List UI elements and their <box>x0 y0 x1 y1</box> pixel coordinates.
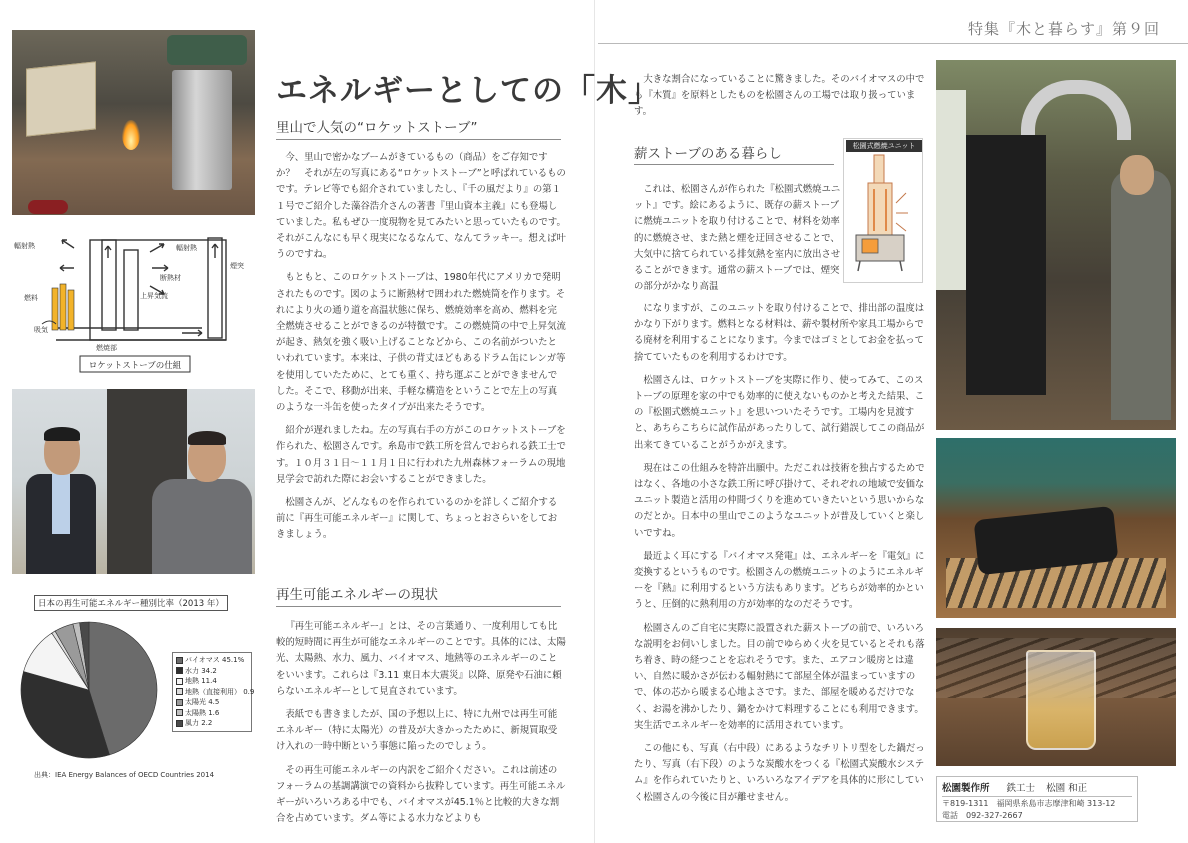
article-paragraph: 松園さんのご自宅に実際に設置された薪ストーブの前で、いろいろな説明をお伺いしました。目の前でゆらめく火を見ているとそれも落ち着き、時の経つことを忘れそうです。また、エアコン暖房とは違い、自然に暖かさが伝わる輻射熱にて部屋全体が温まっていますので、体の芯から暖まる心地よさです。また、部屋を暖めるだけでなく、お湯を沸かしたり、鍋をかけて料理することにも利用できます。実生活でエネルギーを効率的に活用されています。 <box>634 622 925 731</box>
legend-label: 風力 2.2 <box>185 719 213 727</box>
article-column-4 <box>634 182 844 302</box>
pie-chart-legend <box>172 652 255 732</box>
section-rule <box>276 606 561 607</box>
section-heading-wood-stove: 薪ストーブのある暮らし <box>634 146 782 162</box>
stove-diagram-caption: ロケットストーブの仕組 <box>88 361 182 371</box>
legend-label: 太陽熱 1.6 <box>185 708 220 717</box>
legend-item <box>176 708 248 719</box>
article-paragraph: 大きな割合になっていることに驚きました。そのバイオマスの中でも『木質』を原料としたものを松園さんの工場では取り扱っています。 <box>634 74 925 118</box>
wood-stove-kitchen-photo <box>936 60 1176 430</box>
label-chimney: 煙突 <box>230 262 244 270</box>
legend-item <box>176 655 248 666</box>
article-paragraph: 松園さんが、どんなものを作られているのかを詳しくご紹介する前に『再生可能エネルギー』に関して、ちょっとおさらいをしておきましょう。 <box>276 497 558 541</box>
header-rule <box>598 43 1188 44</box>
article-paragraph: 表紙でも書きましたが、国の予想以上に、特に九州では再生可能エネルギー（特に太陽光）の普及が大きかったために、新規買取受け入れの一時中断という事態に陥ったのでしょう。 <box>276 709 558 753</box>
unit-diagram-title: 松園式燃焼ユニット <box>846 140 922 152</box>
article-paragraph: 『再生可能エネルギー』とは、その言葉通り、一度利用しても比較的短時間に再生が可能なエネルギーのことです。具体的には、太陽光、太陽熱、水力、風力、バイオマス、地熱等のエネルギーのことをいいます。これらは『3.11 東日本大震災』以降、原発や石油に頼らないエネルギーとして見直されています。 <box>276 621 566 697</box>
section-rule <box>276 139 561 140</box>
rocket-stove-diagram <box>12 228 255 378</box>
article-paragraph: 松園さんは、ロケットストーブを実際に作り、使ってみて、このストーブの原理を家の中でも効率的に使えないものかと考えた結果、この『松園式燃焼ユニット』を思いついたそうです。工場内を見渡すと、あちらこちらに試作品があったりして、試行錯誤してこの商品が出来てきていることがうかがえます。 <box>634 374 925 451</box>
legend-label: 水力 34.2 <box>185 666 217 675</box>
company-address: 〒819-1311 福岡県糸島市志摩津和崎 313-12 <box>942 799 1116 808</box>
article-column-2 <box>276 619 566 834</box>
combustion-unit-diagram <box>843 138 923 283</box>
pie-chart-title: 日本の再生可能エネルギー種別比率（2013 年） <box>34 595 228 611</box>
legend-swatch <box>176 657 183 664</box>
legend-swatch <box>176 678 183 685</box>
legend-item <box>176 718 248 729</box>
label-heat-radiation: 輻射熱 <box>14 242 35 250</box>
label-heat-radiation-2: 輻射熱 <box>176 244 197 252</box>
company-phone: 電話 092-327-2667 <box>942 811 1023 820</box>
article-title: エネルギーとしての「木」 <box>276 73 660 109</box>
company-role: 鉄工士 <box>1006 783 1036 794</box>
article-paragraph: これは、松園さんが作られた『松園式燃焼ユニット』です。絵にあるように、既存の薪ストーブに燃焼ユニットを取り付けることで、材料を効率的に燃焼させ、また熱と煙を迂回させることで、大気中に捨てられている排気熱を室内に放出させることができます。通常の薪ストーブでは、煙突の部分がかなり高温 <box>634 184 841 293</box>
dustpan-pan-photo <box>936 438 1176 618</box>
legend-label: 地熱（直接利用） 0.9 <box>185 687 255 696</box>
renewable-energy-pie-chart <box>14 615 164 765</box>
label-intake: 吸気 <box>34 326 48 334</box>
company-name: 松園製作所 <box>942 783 990 794</box>
label-combustion-zone: 燃焼部 <box>96 344 117 352</box>
article-column-3 <box>634 72 926 128</box>
page-divider <box>594 0 595 843</box>
matsuzono-portrait-photo <box>12 389 255 574</box>
company-info-box <box>936 776 1138 822</box>
label-draft: 上昇気流 <box>140 292 168 300</box>
rocket-stove-photo <box>12 30 255 215</box>
article-paragraph: 現在はこの仕組みを特許出願中。ただこれは技術を独占するためではなく、各地の小さな鉄工所に呼び掛けて、それぞれの地域で安価なユニット製造と活用の仲間づくりを進めていきたいという思いからなのだとか。日本中の里山でこのようなユニットが普及していくと楽しいですね。 <box>634 462 925 539</box>
article-paragraph: この他にも、写真（右中段）にあるようなチリトリ型をした鍋だったり、写真（右下段）のような炭酸水をつくる『松園式炭酸水システム』を作られていたりと、いろいろなアイデアを具体的に形にしていく松園さんの今後に目が離せません。 <box>634 743 925 803</box>
article-paragraph: になりますが、このユニットを取り付けることで、排出部の温度はかなり下がります。燃料となる材料は、薪や製材所や家具工場からでる廃材を利用することになります。今まではゴミとしてお金を払って捨てていたものを利用するわけです。 <box>634 303 925 363</box>
legend-swatch <box>176 720 183 727</box>
label-fuel: 燃料 <box>24 294 38 302</box>
article-column-1 <box>276 150 566 551</box>
legend-swatch <box>176 667 183 674</box>
legend-swatch <box>176 709 183 716</box>
section-rule <box>634 164 834 165</box>
legend-label: 太陽光 4.5 <box>185 698 220 706</box>
legend-swatch <box>176 688 183 695</box>
legend-swatch <box>176 699 183 706</box>
header-title: 特集『木と暮らす』第９回 <box>967 20 1160 38</box>
legend-item <box>176 697 248 708</box>
legend-label: バイオマス 45.1% <box>185 656 245 664</box>
company-person: 松園 和正 <box>1046 783 1088 794</box>
article-paragraph: 紹介が遅れましたね。左の写真右手の方がこのロケットストーブを作られた、松園さんです。糸島市で鉄工所を営んでおられる鉄工士です。１０月３１日〜１１月１日に行われた九州森林フォーラムの現地見学会で訪れた際にお会いすることができました。 <box>276 425 566 485</box>
section-heading-rocket-stove: 里山で人気の“ロケットストーブ” <box>276 120 478 136</box>
article-paragraph: 今、里山で密かなブームがきているもの（商品）をご存知ですか？ それが左の写真にある“ロケットストーブ”と呼ばれているものです。テレビ等でも紹介されていましたし、『千の風だより』の第１１号でご紹介した藻谷浩介さんの著書『里山資本主義』にも登場していました。私もぜひ一度現物を見てみたいと思っていたものです。それがこんなにも早く現実になるなんて、なんてラッキー。想えば叶うのですね。 <box>276 152 566 261</box>
legend-item <box>176 687 255 698</box>
section-heading-renewable: 再生可能エネルギーの現状 <box>276 587 438 603</box>
legend-item <box>176 676 248 687</box>
article-column-5 <box>634 301 926 813</box>
pie-chart-source: 出典：IEA Energy Balances of OECD Countries 2014 <box>34 771 215 779</box>
legend-item <box>176 666 248 677</box>
label-insulation: 断熱材 <box>160 274 181 282</box>
article-paragraph: もともと、このロケットストーブは、1980年代にアメリカで発明されたものです。図のように断熱材で囲われた燃焼筒を作ります。それにより火の通り道を高温状態に保ち、燃焼効率を高め、燃料を完全燃焼させることができるのが特徴です。この燃焼筒の中で上昇気流が起き、熱気を強く吸い上げることなどから、この名前がついたといわれています。本来は、子供の背丈ほどもあるドラム缶にレンガ等を使用していたために、とても重く、持ち運ぶことができませんでした。そこで、移動が出来、手軽な構造をということで左上の写真のような一斗缶を使ったタイプが出来たそうです。 <box>276 272 566 414</box>
soda-water-glass-photo <box>936 628 1176 766</box>
legend-label: 地熱 11.4 <box>185 677 217 685</box>
article-paragraph: 最近よく耳にする『バイオマス発電』は、エネルギーを『電気』に変換するというものです。松園さんの燃焼ユニットのようにエネルギーを『熱』に利用するという方法もあります。どちらが効率的かというと、圧倒的に熱利用の方が効率的なのだそうです。 <box>634 550 925 611</box>
article-paragraph: その再生可能エネルギーの内訳をご紹介ください。これは前述のフォーラムの基調講演での資料から抜粋しています。再生可能エネルギーがいろいろある中でも、バイオマスが45.1％と比較的大きな割合を占めています。ダム等による水力などよりも <box>276 764 566 825</box>
